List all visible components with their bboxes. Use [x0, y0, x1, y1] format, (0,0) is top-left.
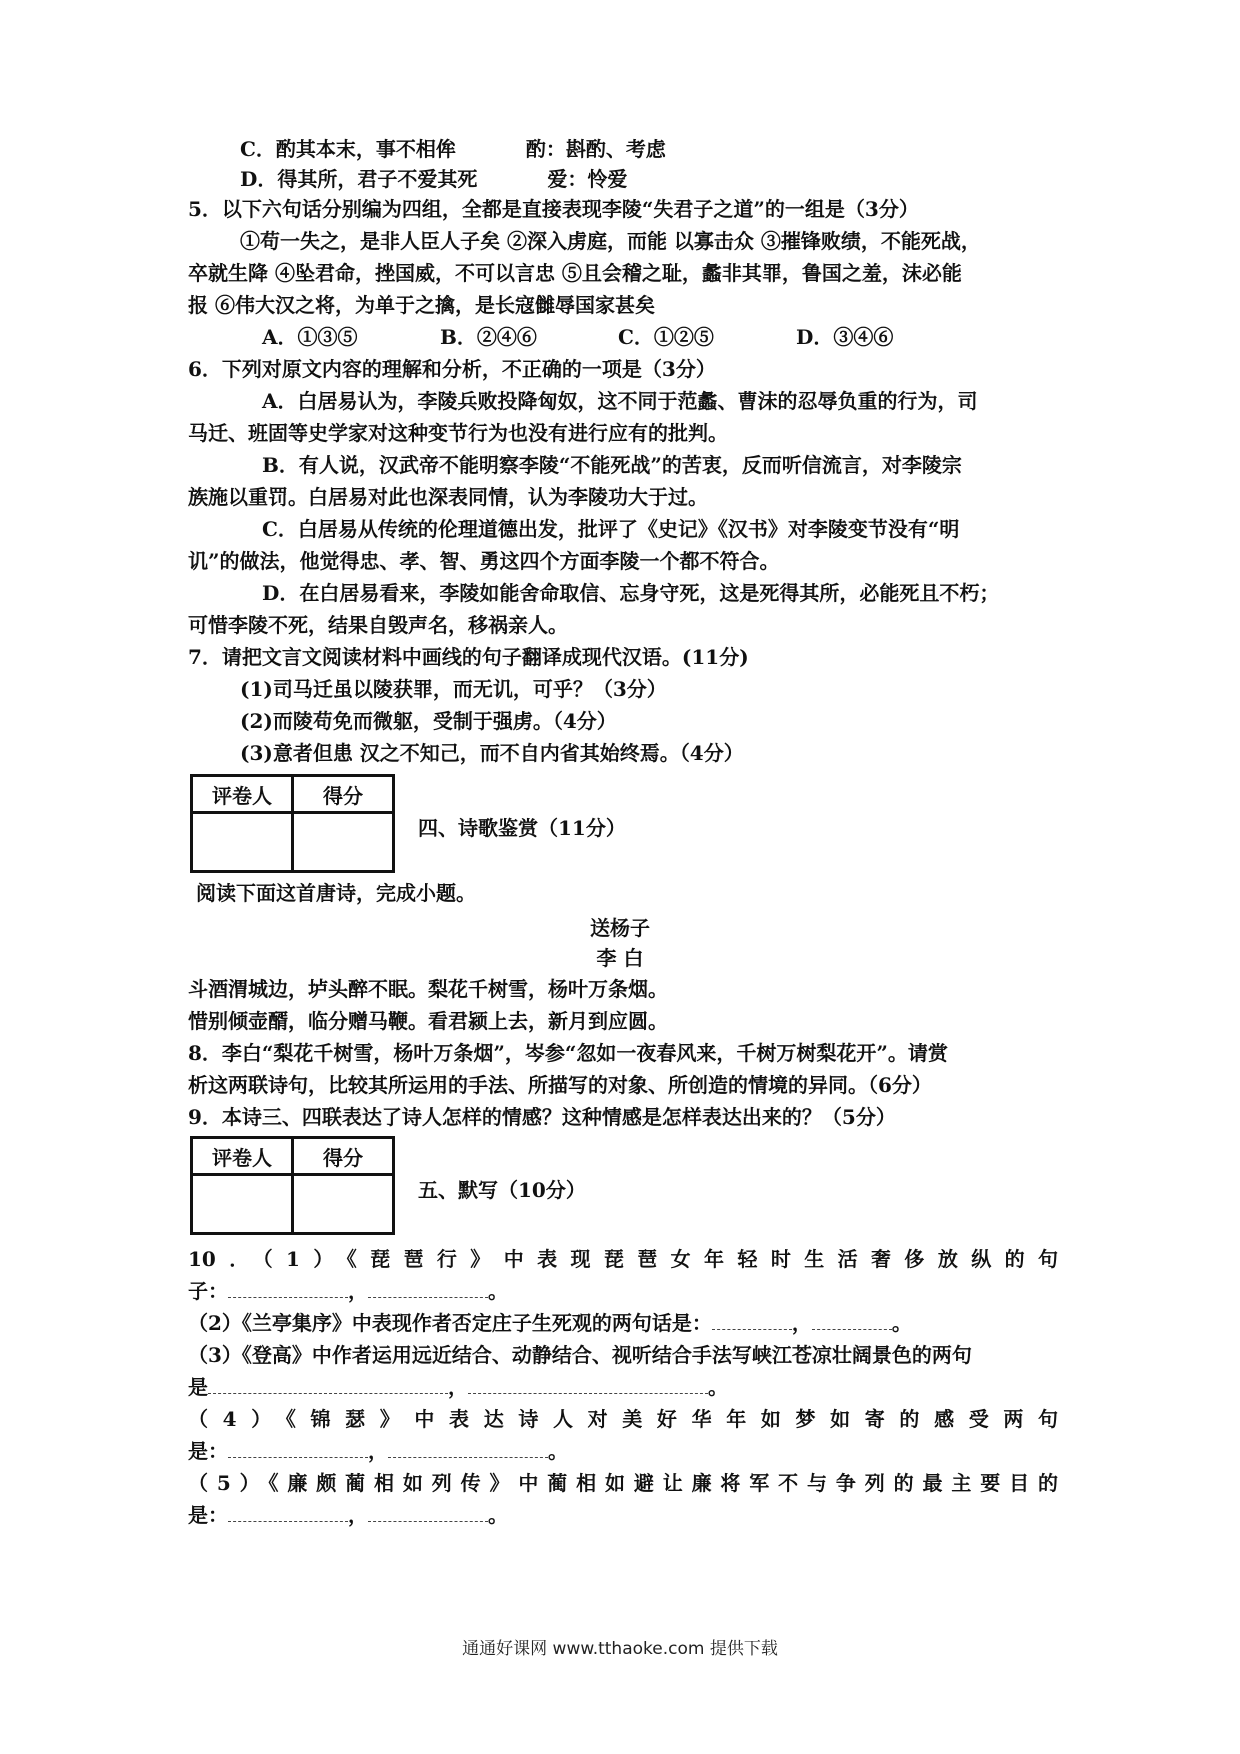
answer-blank[interactable]	[468, 1373, 708, 1394]
q6-option-d-1: D．在白居易看来，李陵如能舍命取信、忘身守死，这是死得其所，必能死且不朽；	[262, 581, 1000, 605]
q5-option-b: B．②④⑥	[440, 325, 537, 349]
q6-stem: 6．下列对原文内容的理解和分析，不正确的一项是（3分）	[188, 357, 716, 381]
answer-blank[interactable]	[228, 1437, 368, 1458]
q10-3-line-b: 是 ， 。	[188, 1375, 728, 1399]
q5-options	[262, 322, 1132, 352]
score-box-section5	[190, 1136, 395, 1235]
section5-title: 五、默写（10分）	[418, 1178, 586, 1202]
q5-line-1: ①苟一失之，是非人臣人子矣 ②深入虏庭，而能 以寡击众 ③摧锋败绩，不能死战，	[240, 229, 981, 253]
q10-4-line-b: 是： ， 。	[188, 1439, 568, 1463]
q5-stem: 5．以下六句话分别编为四组，全都是直接表现李陵“失君子之道”的一组是（3分）	[188, 197, 919, 221]
grader-cell[interactable]	[192, 1175, 293, 1234]
q6-option-a-2: 马迁、班固等史学家对这种变节行为也没有进行应有的批判。	[188, 421, 728, 445]
answer-blank[interactable]	[208, 1373, 448, 1394]
poem-author: 李 白	[596, 946, 644, 970]
q5-line-3: 报 ⑥伟大汉之将，为单于之擒，是长寇雠辱国家甚矣	[188, 293, 655, 317]
grader-cell[interactable]	[192, 813, 293, 872]
q9: 9．本诗三、四联表达了诗人怎样的情感？这种情感是怎样表达出来的？（5分）	[188, 1105, 896, 1129]
q4-option-c: C．酌其本末，事不相侔 酌：斟酌、考虑	[240, 137, 666, 161]
q5-option-d: D．③④⑥	[796, 325, 894, 349]
score-cell[interactable]	[293, 813, 394, 872]
score-box-section4	[190, 774, 395, 873]
q10-1-line-a: 10．（1）《琵琶行》中表现琵琶女年轻时生活奢侈放纵的句	[188, 1247, 1058, 1271]
q5-option-a: A．①③⑤	[262, 325, 358, 349]
q10-5-line-a: （5）《廉颇蔺相如列传》中蔺相如避让廉将军不与争列的最主要目的	[188, 1471, 1058, 1495]
q5-option-c: C．①②⑤	[618, 325, 714, 349]
q8-line-1: 8．李白“梨花千树雪，杨叶万条烟”，岑参“忽如一夜春风来，千树万树梨花开”。请赏	[188, 1041, 948, 1065]
q5-line-2: 卒就生降 ④坠君命，挫国威，不可以言忠 ⑤且会稽之耻，蠡非其罪，鲁国之羞，沫必能	[188, 261, 962, 285]
q6-option-c-1: C．白居易从传统的伦理道德出发，批评了《史记》《汉书》对李陵变节没有“明	[262, 517, 960, 541]
answer-blank[interactable]	[368, 1277, 488, 1298]
q10-3-line-a: （3）《登高》中作者运用远近结合、动静结合、视听结合手法写峡江苍凉壮阔景色的两句	[188, 1343, 972, 1367]
q10-2: （2）《兰亭集序》中表现作者否定庄子生死观的两句话是： ， 。	[188, 1311, 912, 1335]
answer-blank[interactable]	[228, 1277, 348, 1298]
q7-sentence-3: (3)意者但患 汉之不知己，而不自内省其始终焉。（4分）	[240, 741, 744, 765]
poem-line-2: 惜别倾壶醑，临分赠马鞭。看君颍上去，新月到应圆。	[188, 1009, 668, 1033]
answer-blank[interactable]	[368, 1501, 488, 1522]
answer-blank[interactable]	[388, 1437, 548, 1458]
answer-blank[interactable]	[228, 1501, 348, 1522]
q10-5-line-b: 是： ， 。	[188, 1503, 508, 1527]
answer-blank[interactable]	[812, 1309, 892, 1330]
q6-option-b-1: B．有人说，汉武帝不能明察李陵“不能死战”的苦衷，反而听信流言，对李陵宗	[262, 453, 962, 477]
q6-option-a-1: A．白居易认为，李陵兵败投降匈奴，这不同于范蠡、曹沫的忍辱负重的行为，司	[262, 389, 978, 413]
q6-option-b-2: 族施以重罚。白居易对此也深表同情，认为李陵功大于过。	[188, 485, 708, 509]
score-cell[interactable]	[293, 1175, 394, 1234]
section4-title: 四、诗歌鉴赏（11分）	[418, 816, 626, 840]
q4-option-d: D．得其所，君子不爱其死 爱：怜爱	[240, 167, 628, 191]
q10-1-line-b: 子： ， 。	[188, 1279, 508, 1303]
footer: 通通好课网 www.tthaoke.com 提供下载	[462, 1639, 778, 1659]
q7-sentence-1: (1)司马迁虽以陵获罪，而无讥，可乎？（3分）	[240, 677, 667, 701]
q7-sentence-2: (2)而陵苟免而微躯，受制于强虏。（4分）	[240, 709, 617, 733]
score-label: 得分	[293, 776, 394, 813]
answer-blank[interactable]	[712, 1309, 792, 1330]
q6-option-c-2: 讥”的做法，他觉得忠、孝、智、勇这四个方面李陵一个都不符合。	[188, 549, 780, 573]
poem-line-1: 斗酒渭城边，垆头醉不眠。梨花千树雪，杨叶万条烟。	[188, 977, 668, 1001]
q8-line-2: 析这两联诗句，比较其所运用的手法、所描写的对象、所创造的情境的异同。（6分）	[188, 1073, 932, 1097]
grader-label: 评卷人	[192, 776, 293, 813]
q10-4-line-a: （4）《锦瑟》中表达诗人对美好华年如梦如寄的感受两句	[188, 1407, 1058, 1431]
score-label: 得分	[293, 1138, 394, 1175]
q6-option-d-2: 可惜李陵不死，结果自毁声名，移祸亲人。	[188, 613, 568, 637]
poem-intro: 阅读下面这首唐诗，完成小题。	[196, 881, 476, 905]
poem-title: 送杨子	[590, 916, 650, 940]
q7-stem: 7．请把文言文阅读材料中画线的句子翻译成现代汉语。(11分)	[188, 645, 749, 669]
grader-label: 评卷人	[192, 1138, 293, 1175]
